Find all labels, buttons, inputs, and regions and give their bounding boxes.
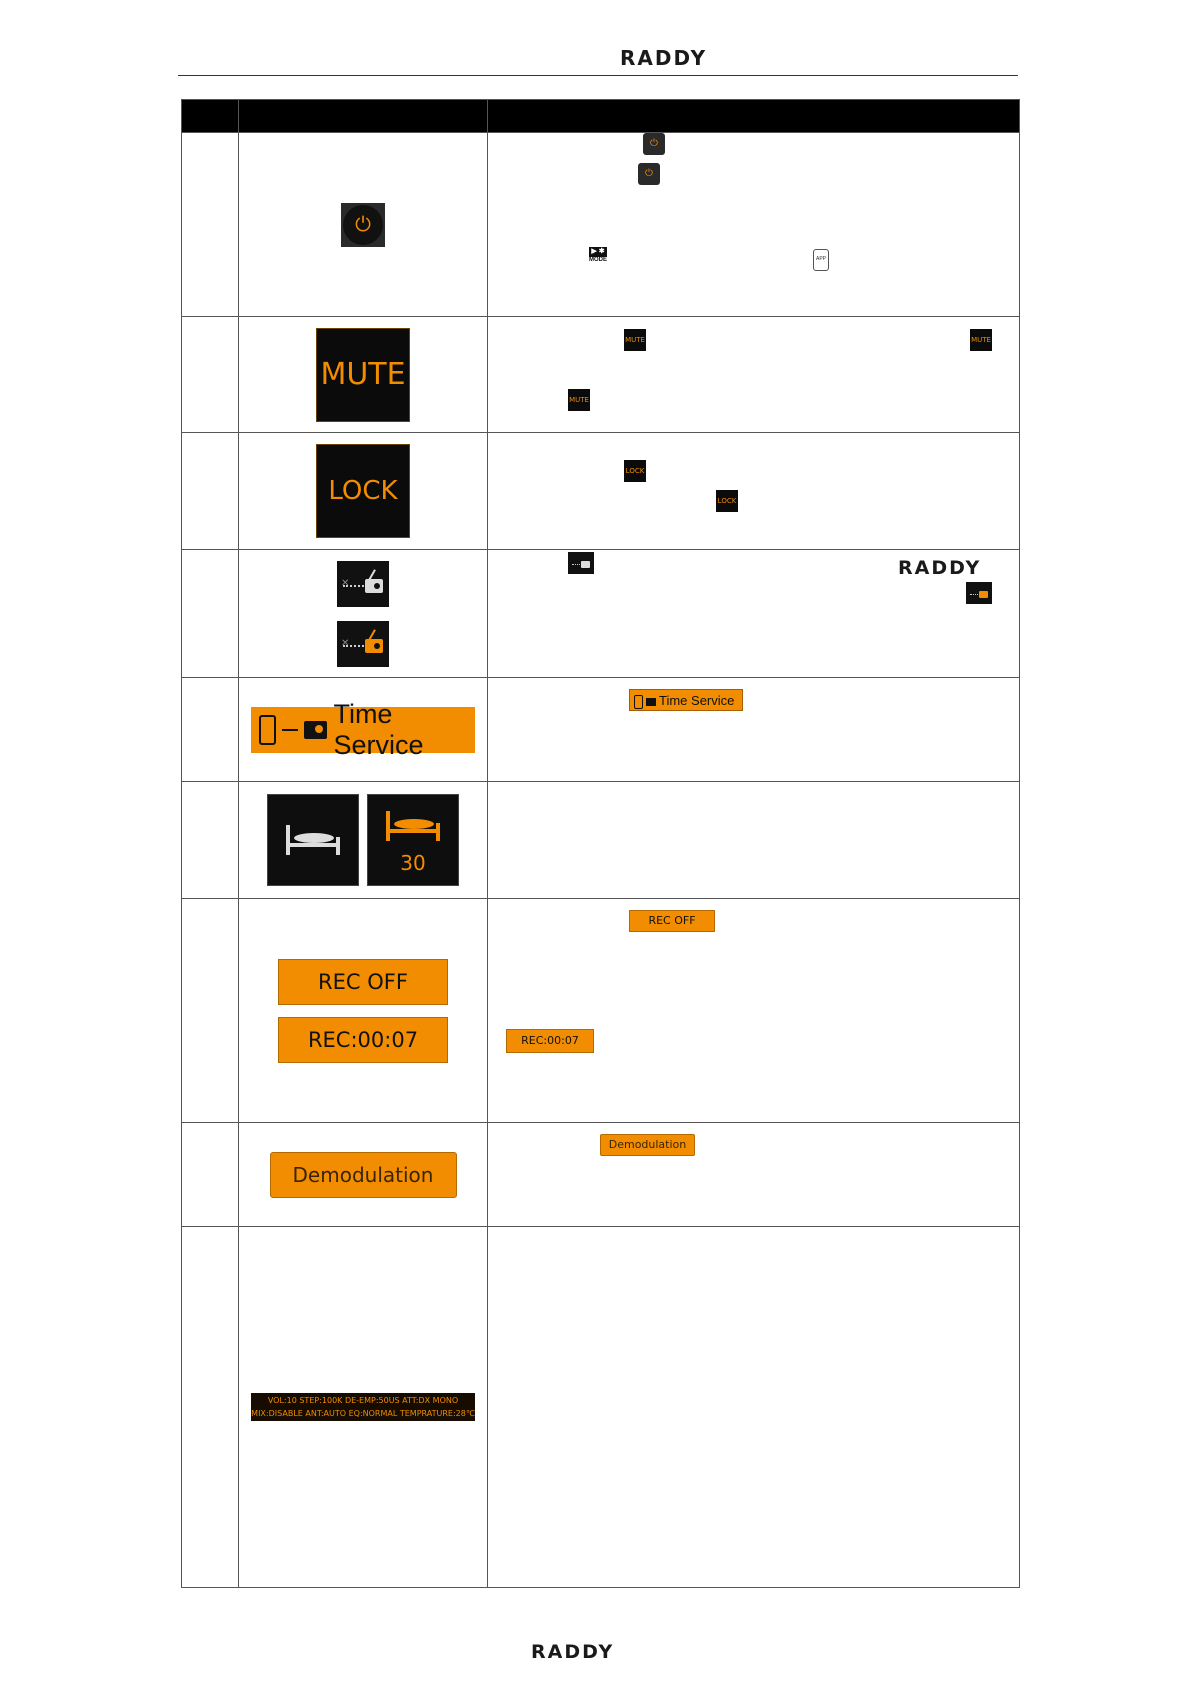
icon-cell [239,1227,488,1588]
table-header-cell [182,100,239,133]
header-logo: RADDY [620,46,708,70]
description-cell [488,433,1020,550]
table-row [182,433,1020,550]
footer-logo: RADDY [531,1641,615,1663]
icon-cell [239,317,488,433]
lock-icon: LOCK [624,460,646,482]
row-number-cell [182,550,239,678]
demodulation-button: Demodulation [600,1134,695,1156]
power-icon: ⏻ [638,163,660,185]
time-service-icon: Time Service [629,689,743,711]
table-row [182,133,1020,317]
row-number-cell [182,899,239,1123]
row-number-cell [182,678,239,782]
table-row [182,678,1020,782]
description-cell [488,550,1020,678]
raddy-logo: RADDY [898,557,982,579]
status-info-bar [251,1393,475,1421]
rec-timer-badge: REC:00:07 [506,1029,594,1053]
icon-cell [239,433,488,550]
app-icon: APP [813,249,829,271]
row-number-cell [182,317,239,433]
power-icon: ⏻ [341,203,385,247]
icon-cell [239,550,488,678]
table-header-cell [239,100,488,133]
lock-icon: LOCK [716,490,738,512]
mode-bluetooth-icon: ▶ ✱ MODE [589,248,607,263]
icon-cell [239,678,488,782]
table-header-row [182,100,1020,133]
mute-icon: MUTE [568,389,590,411]
radio-connected-icon [966,582,992,604]
sleep-timer-icon [367,794,459,886]
description-cell [488,782,1020,899]
icon-cell [239,782,488,899]
status-line-2: MIX:DISABLE ANT:AUTO EQ:NORMAL TEMPRATURE:28℃ [251,1409,475,1418]
rec-off-badge: REC OFF [629,910,715,932]
description-cell [488,1227,1020,1588]
row-number-cell [182,1123,239,1227]
table-row [182,317,1020,433]
rec-off-badge: REC OFF [278,959,448,1005]
description-cell [488,1123,1020,1227]
mute-icon: MUTE [624,329,646,351]
icon-table [181,99,1020,1588]
icon-cell [239,133,488,317]
time-service-icon: Time Service [251,707,475,753]
description-cell [488,133,1020,317]
description-cell [488,317,1020,433]
row-number-cell [182,1227,239,1588]
table-row [182,899,1020,1123]
table-row [182,550,1020,678]
radio-disconnected-icon [568,552,594,574]
lock-icon: LOCK [316,444,410,538]
demodulation-button: Demodulation [270,1152,457,1198]
mute-icon: MUTE [316,328,410,422]
sleep-timer-minutes: 30 [400,851,426,875]
table-header-cell [488,100,1020,133]
radio-disconnected-icon: ✕ [337,561,389,607]
icon-cell [239,899,488,1123]
rec-timer-badge: REC:00:07 [278,1017,448,1063]
mute-icon: MUTE [970,329,992,351]
row-number-cell [182,133,239,317]
row-number-cell [182,433,239,550]
icon-cell [239,1123,488,1227]
description-cell [488,678,1020,782]
description-cell [488,899,1020,1123]
power-icon: ⏻ [643,133,665,155]
header-divider [178,75,1018,76]
table-row [182,1123,1020,1227]
radio-connected-icon: ✕ [337,621,389,667]
status-line-1: VOL:10 STEP:100K DE-EMP:50US ATT:DX MONO [267,1396,459,1405]
row-number-cell [182,782,239,899]
table-row [182,1227,1020,1588]
table-row [182,782,1020,899]
sleep-off-icon [267,794,359,886]
